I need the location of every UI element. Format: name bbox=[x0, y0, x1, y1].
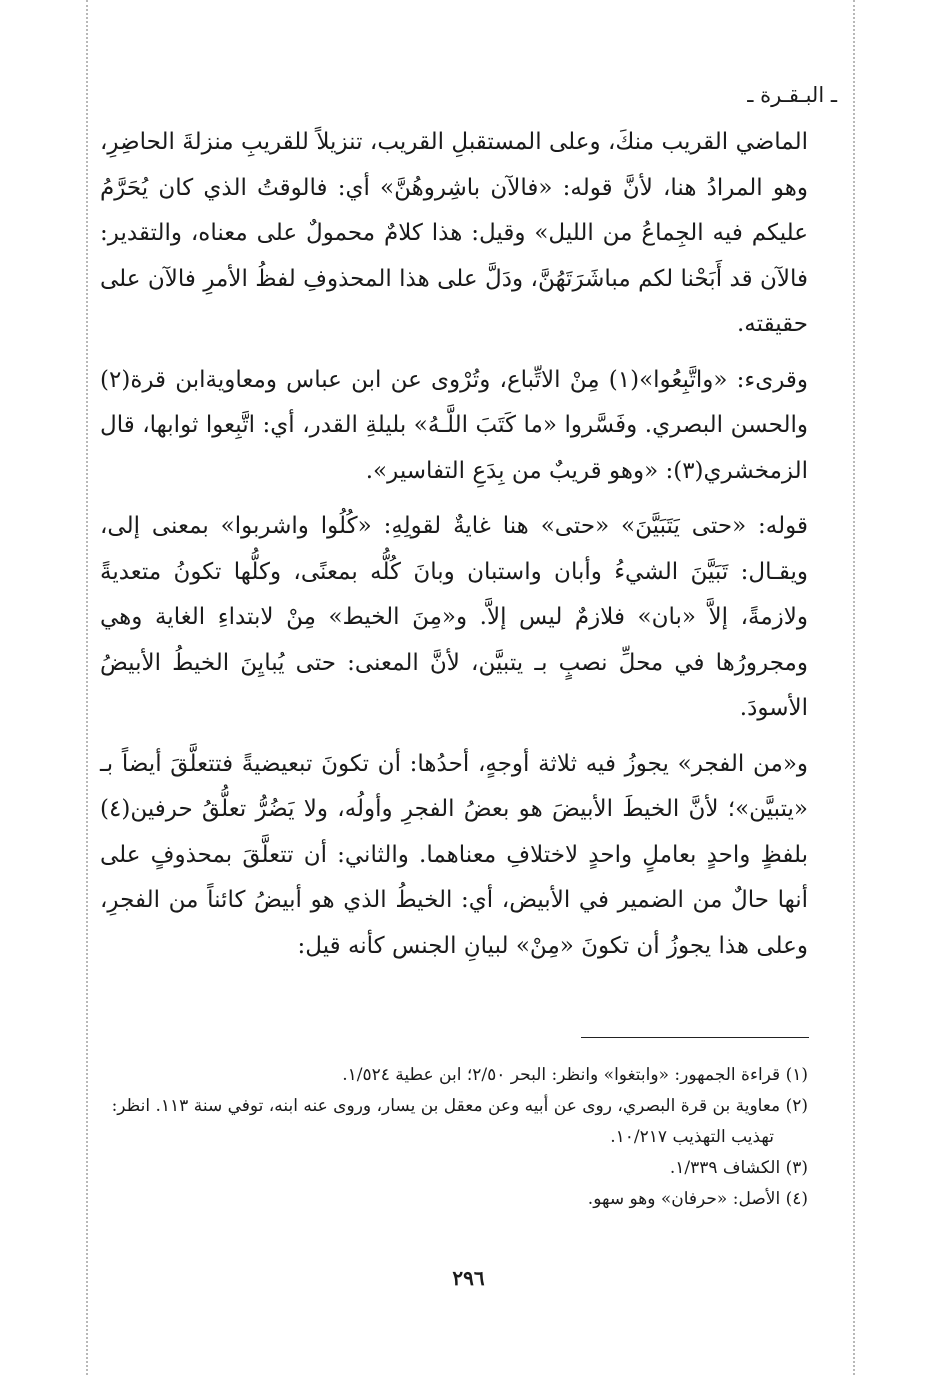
running-header: ـ البـقـرة ـ bbox=[747, 83, 837, 107]
footnote-3: (٣) الكشاف ١/٣٣٩. bbox=[669, 1158, 808, 1178]
right-margin-dotted-line bbox=[853, 0, 855, 1375]
main-text bbox=[100, 120, 808, 969]
paragraph-1: الماضي القريب منكَ، وعلى المستقبلِ القريب، تنزيلاً للقريبِ منزلةَ الحاضِرِ، وهو المرادُ هنا، لأنَّ قوله: «فالآن باشِروهُنَّ» أي: فالوقتُ الذي كان يُحَرَّمُ عليكم فيه الجِماعُ من الليل» وقيل: هذا كلامٌ محمولٌ على معناه، والتقدير: فالآن قد أَبَحْنا لكم مباشَرَتَهُنَّ، ودَلَّ على هذا المحذوفِ لفظُ الأمرِ فالآن على حقيقته. bbox=[100, 129, 808, 337]
footnotes bbox=[100, 1060, 808, 1215]
page-number: ٢٩٦ bbox=[452, 1266, 485, 1290]
footnote-4: (٤) الأصل: «حرفان» وهو سهو. bbox=[587, 1189, 808, 1209]
footnote-separator bbox=[581, 1037, 809, 1038]
left-margin-dotted-line bbox=[86, 0, 88, 1375]
paragraph-3: قوله: «حتى يَتَبَيَّنَ» «حتى» هنا غايةٌ لقولِهِ: «كُلُوا واشربوا» بمعنى إلى، ويقـال: تَبَيَّنَ الشيءُ وأبان واستبان وبانَ كُلُّه بمعنًى، وكلُّها تكونُ متعديةً ولازمةً، إلاَّ «بان» فلازمٌ ليس إلاَّ. و«مِنَ الخيط» مِنْ لابتداءِ الغاية وهي ومجرورُها في محلِّ نصبٍ بـ يتبيَّن، لأنَّ المعنى: حتى يُبايِنَ الخيطُ الأبيضُ الأسودَ. bbox=[100, 513, 808, 721]
footnote-1: (١) قراءة الجمهور: «وابتغوا» وانظر: البحر ٢/٥٠؛ ابن عطية ١/٥٢٤. bbox=[342, 1065, 808, 1085]
footnote-2: (٢) معاوية بن قرة البصري، روى عن أبيه وعن معقل بن يسار، وروى عنه ابنه، توفي سنة ١١٣. انظر: تهذيب التهذيب ١٠/٢١٧. bbox=[111, 1096, 808, 1147]
paragraph-4: و«من الفجر» يجوزُ فيه ثلاثة أوجهٍ، أحدُها: أن تكونَ تبعيضيةً فتتعلَّقَ أيضاً بـ «يتبيَّن»؛ لأنَّ الخيطَ الأبيضَ هو بعضُ الفجرِ وأولُه، ولا يَضُرُّ تعلُّقُ حرفين(٤) بلفظٍ واحدٍ بعاملٍ واحدٍ لاختلافِ معناهما. والثاني: أن تتعلَّقَ بمحذوفٍ على أنها حالٌ من الضمير في الأبيض، أي: الخيطُ الذي هو أبيضُ كائناً من الفجرِ، وعلى هذا يجوزُ أن تكونَ «مِنْ» لبيانِ الجنس كأنه قيل: bbox=[100, 750, 808, 959]
paragraph-2: وقرىء: «واتَّبِعُوا»(١) مِنْ الاتِّباع، وتُرْوى عن ابن عباس ومعاويةابن قرة(٢) والحسن البصري. وفَسَّروا «ما كَتَبَ اللَّـهُ» بليلةِ القدر، أي: اتَّبِعوا ثوابها، قال الزمخشري(٣): «وهو قريبٌ من بِدَعِ التفاسير». bbox=[100, 366, 808, 484]
